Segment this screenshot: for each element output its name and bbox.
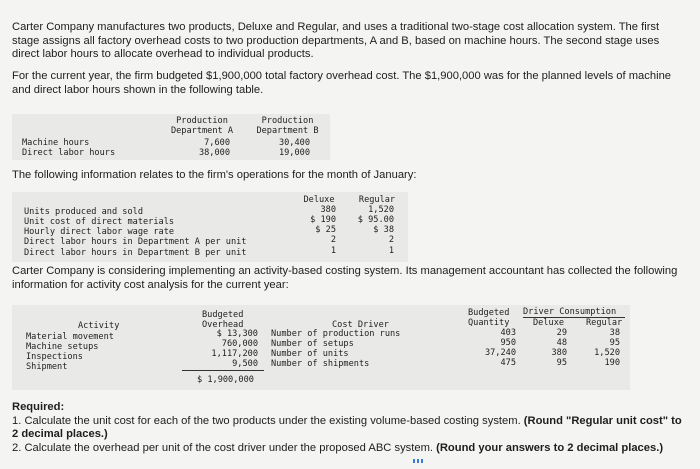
- abc-driver: Number of production runs: [271, 329, 401, 339]
- abc-col-qty-1: Budgeted: [468, 308, 510, 318]
- jan-regular-value: $ 95.00: [357, 215, 394, 225]
- more-dots-icon[interactable]: [413, 459, 423, 463]
- dept-a-header-1: Production: [176, 116, 228, 126]
- required-question-1: [12, 415, 688, 442]
- required-heading: Required:: [12, 401, 65, 413]
- department-table: [12, 114, 330, 160]
- dept-b-header-1: Production: [261, 116, 314, 126]
- jan-col-regular: Regular: [358, 195, 396, 205]
- abc-driver: Number of setups: [271, 339, 354, 349]
- abc-col-deluxe: Deluxe: [533, 318, 565, 328]
- abc-qty: 950: [500, 338, 516, 348]
- abc-deluxe: 380: [551, 348, 567, 358]
- abc-deluxe: 48: [556, 338, 567, 348]
- dept-a-machine-hours: 7,600: [204, 138, 230, 148]
- abc-table: [12, 305, 630, 390]
- abc-col-budgeted-1: Budgeted: [202, 310, 244, 320]
- row-label-direct-labor-hours: Direct labor hours: [22, 148, 116, 158]
- dept-b-direct-labor-hours: 19,000: [278, 148, 310, 158]
- dept-b-machine-hours: 30,400: [278, 138, 310, 148]
- dept-a-direct-labor-hours: 38,000: [198, 148, 230, 158]
- intro-paragraph-1: Carter Company manufactures two products, Deluxe and Regular, and uses a traditional two-stage cost allocation system. The first stage assigns all factory overhead costs to two production departments, A and B, based on machine hours. The second stage uses direct labor hours to allocate overhead to individual products.: [12, 21, 660, 61]
- abc-overhead: 9,500: [232, 359, 258, 369]
- abc-intro: Carter Company is considering implementing an activity-based costing system. Its management accountant has collected the following information for activity cost analysis for the current year:: [12, 265, 678, 291]
- abc-qty: 403: [500, 328, 516, 338]
- jan-row-label: Units produced and sold: [24, 207, 143, 217]
- abc-regular: 38: [609, 328, 620, 338]
- abc-qty: 475: [500, 358, 516, 368]
- abc-regular: 190: [604, 358, 620, 368]
- jan-deluxe-value: $ 190: [310, 215, 336, 225]
- jan-row-label: Hourly direct labor wage rate: [24, 227, 175, 237]
- abc-qty: 37,240: [484, 348, 516, 358]
- abc-col-cost-driver: Cost Driver: [332, 320, 389, 330]
- jan-row-label: Direct labor hours in Department B per unit: [24, 248, 247, 258]
- abc-deluxe: 95: [556, 358, 567, 368]
- abc-driver: Number of shipments: [271, 359, 370, 369]
- jan-deluxe-value: 380: [320, 205, 336, 215]
- dept-a-header-2: Department A: [170, 126, 234, 136]
- january-intro: The following information relates to the firm's operations for the month of January:: [12, 169, 417, 181]
- abc-regular: 95: [609, 338, 620, 348]
- jan-row-label: Unit cost of direct materials: [24, 217, 175, 227]
- dept-b-header-2: Department B: [256, 126, 319, 136]
- jan-deluxe-value: 1: [330, 246, 336, 256]
- jan-col-deluxe: Deluxe: [303, 195, 335, 205]
- abc-driver: Number of units: [271, 349, 349, 359]
- abc-col-regular: Regular: [586, 318, 623, 328]
- abc-col-qty-2: Quantity: [468, 318, 510, 328]
- january-table: [12, 192, 408, 262]
- abc-col-budgeted-2: Overhead: [202, 320, 244, 330]
- required-question-1-note: (Round "Regular unit cost" to 2 decimal places.): [12, 414, 682, 441]
- abc-col-activity: Activity: [78, 321, 120, 331]
- row-label-machine-hours: Machine hours: [22, 138, 90, 148]
- total-rule: [182, 370, 264, 371]
- required-question-1-text: 1. Calculate the unit cost for each of the two products under the existing volume-based costing system.: [12, 414, 521, 427]
- required-question-2: [12, 442, 688, 456]
- required-question-2-note: (Round your answers to 2 decimal places.): [436, 441, 664, 454]
- jan-regular-value: $ 38: [373, 225, 394, 235]
- jan-deluxe-value: $ 25: [315, 225, 336, 235]
- abc-activity: Material movement: [26, 332, 114, 342]
- required-question-2-text: 2. Calculate the overhead per unit of the cost driver under the proposed ABC system.: [12, 441, 434, 454]
- abc-overhead: $ 13,300: [216, 329, 258, 339]
- abc-deluxe: 29: [556, 328, 567, 338]
- abc-col-driver-consumption: Driver Consumption: [523, 307, 617, 317]
- intro-paragraph-2: For the current year, the firm budgeted $1,900,000 total factory overhead cost. The $1,900,000 was for the planned levels of machine and direct labor hours shown in the following table.: [12, 70, 672, 96]
- required-section: [12, 401, 688, 455]
- jan-deluxe-value: 2: [330, 235, 336, 245]
- jan-regular-value: 1,520: [368, 205, 394, 215]
- jan-row-label: Direct labor hours in Department A per unit: [24, 237, 247, 247]
- jan-regular-value: 1: [388, 246, 394, 256]
- abc-regular: 1,520: [594, 348, 620, 358]
- abc-overhead: 1,117,200: [211, 349, 258, 359]
- abc-overhead: 760,000: [221, 339, 258, 349]
- abc-activity: Shipment: [26, 362, 68, 372]
- jan-regular-value: 2: [388, 235, 394, 245]
- abc-activity: Inspections: [26, 352, 83, 362]
- abc-activity: Machine setups: [26, 342, 99, 352]
- abc-total-overhead: $ 1,900,000: [197, 375, 254, 385]
